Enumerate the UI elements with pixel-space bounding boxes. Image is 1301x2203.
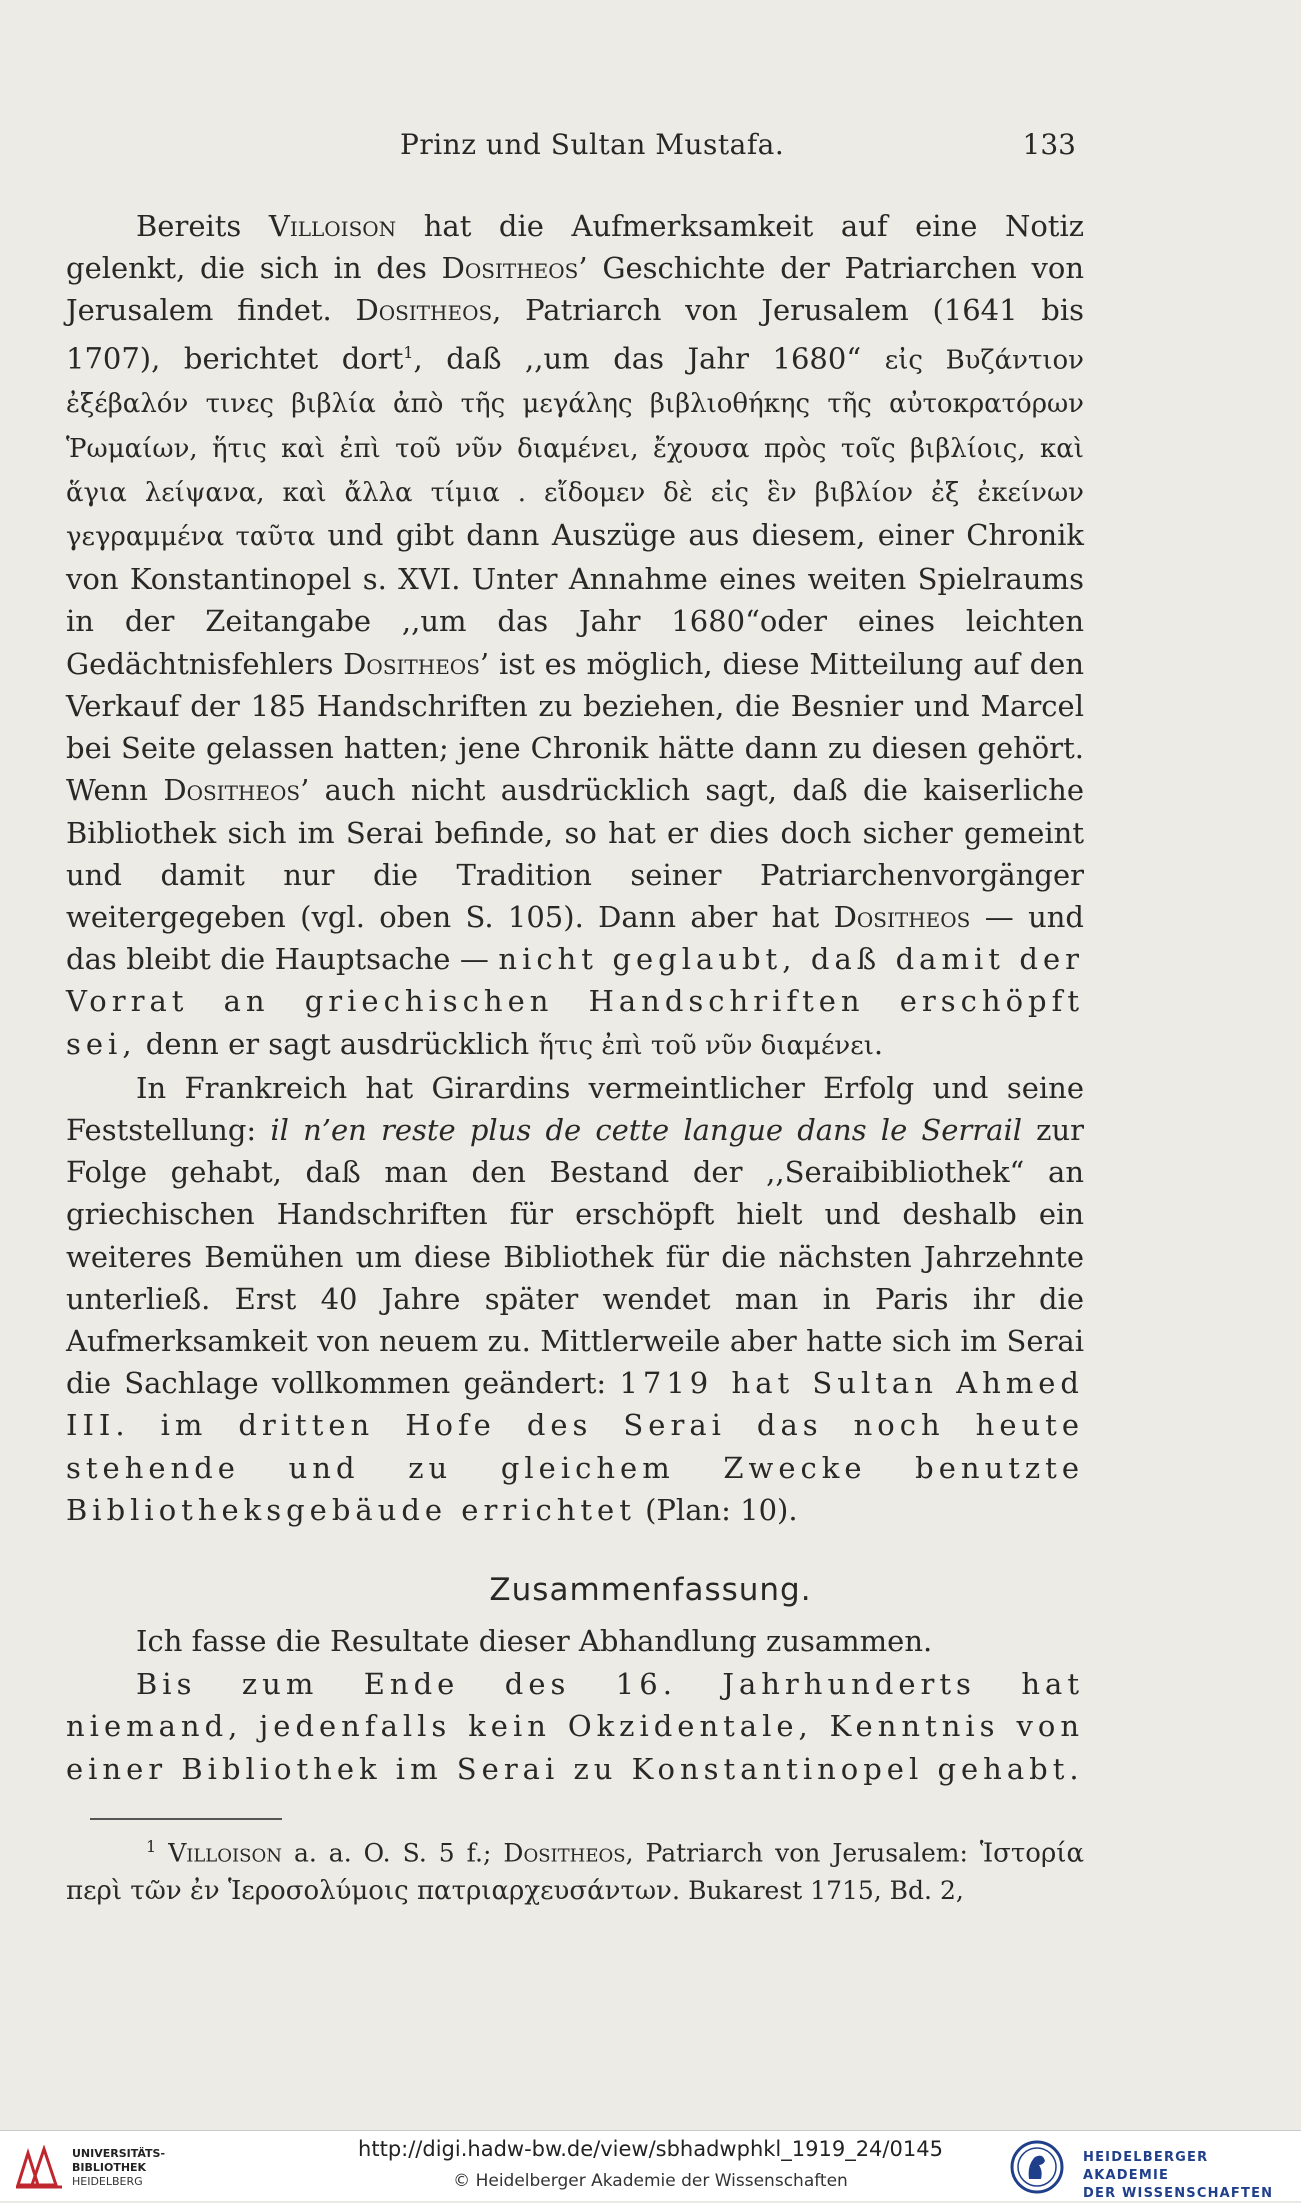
- academy-seal-icon: [1003, 2139, 1073, 2195]
- author-name: Villoison: [168, 1838, 282, 1868]
- author-name: Dositheos: [355, 293, 493, 328]
- footnote-divider: [90, 1818, 282, 1820]
- academy-logo-text: HEIDELBERGER AKADEMIE DER WISSENSCHAFTEN: [1083, 2150, 1274, 2201]
- summary-paragraph: Ich fasse die Resultate dieser Abhandlung zusammen.: [136, 1624, 933, 1658]
- section-heading: Zusammenfassung.: [489, 1572, 812, 1608]
- library-logo-text: UNIVERSITÄTS- BIBLIOTHEK HEIDELBERG: [72, 2147, 166, 2188]
- footer-bar: [0, 2130, 1301, 2201]
- running-head: [0, 128, 1301, 168]
- author-name: Dositheos: [441, 251, 579, 286]
- academy-logo[interactable]: [1003, 2139, 1293, 2201]
- emphasis-spaced: nicht geglaubt, daß damit der Vorrat an griechischen Handschriften erschöpft sei,: [66, 942, 1084, 1061]
- paragraph-villoison: Bereits Villoison hat die Aufmerksamkeit auf eine Notiz gelenkt, die sich in des Dositheos’ Geschichte der Patriarchen von Jerusalem findet. Dositheos, Patriarch von Jerusalem (1641 bis 1707), berichtet dort$^1$, daß ,,um das Jahr 1680“ εἰς Βυζάντιον ἐξέβαλόν τινες βιβλία ἀπὸ τῆς μεγάλης βιβλιοθήκης τῆς αὐτοκρατόρων Ῥωμαίων, ἥτις καὶ ἐπὶ τοῦ νῦν διαμένει, ἔχουσα πρὸς τοῖς βιβλίοις, καὶ ἅγια λείψανα, καὶ ἄλλα τίμια . εἴδομεν δὲ εἰς ἓν βιβλίον ἐξ ἐκείνων γεγραμμένα ταῦτα und gibt dann Auszüge aus diesem, einer Chronik von Konstantinopel s. XVI. Unter Annahme eines weiten Spielraums in der Zeitangabe ,,um das Jahr 1680“oder eines leichten Gedächtnisfehlers Dositheos’ ist es möglich, diese Mitteilung auf den Verkauf der 185 Handschriften zu beziehen, die Besnier und Marcel bei Seite gelassen hatten; jene Chronik hätte dann zu diesen gehört. Wenn Dositheos’ auch nicht ausdrücklich sagt, daß die kaiserliche Bibliothek sich im Serai befinde, so hat er dies doch sicher gemeint und damit nur die Tradition seiner Patriarchenvorgänger weitergegeben (vgl. oben S. 105). Dann aber hat Dositheos — und das bleibt die Hauptsache — nicht geglaubt, daß damit der Vorrat an griechischen Handschriften erschöpft sei, denn er sagt ausdrücklich ἥτις ἐπὶ τοῦ νῦν διαμένει.: [66, 209, 1085, 1061]
- page-number: 133: [1022, 128, 1076, 161]
- french-quotation: il n’en reste plus de cette langue dans le Serrail: [270, 1112, 1022, 1147]
- greek-title: Ἱστορία περὶ τῶν ἐν Ἱεροσολύμοις πατριαρχευσάντων.: [66, 1838, 1084, 1907]
- greek-quotation: εἰς Βυζάντιον ἐξέβαλόν τινες βιβλία ἀπὸ τῆς μεγάλης βιβλιοθήκης τῆς αὐτοκρατόρων Ῥωμαίων, ἥτις καὶ ἐπὶ τοῦ νῦν διαμένει, ἔχουσα πρὸς τοῖς βιβλίοις, καὶ ἅγια λείψανα, καὶ ἄλλα τίμια . εἴδομεν δὲ εἰς ἓν βιβλίον ἐξ ἐκείνων γεγραμμένα ταῦτα: [66, 345, 1084, 553]
- footnote-1: $^1$ Villoison a. a. O. S. 5 f.; Dositheos, Patriarch von Jerusalem: Ἱστορία περὶ τῶν ἐν Ἱεροσολύμοις πατριαρχευσάντων. Bukarest 1715, Bd. 2,: [66, 1837, 1084, 1907]
- permalink-url[interactable]: http://digi.hadw-bw.de/view/sbhadwphkl_1919_24/0145: [358, 2137, 943, 2161]
- author-name: Villoison: [268, 209, 397, 243]
- author-name: Dositheos: [163, 773, 301, 808]
- footnote-mark: 1: [146, 1837, 157, 1856]
- footnotes: [66, 1828, 1084, 1910]
- summary-text: [66, 1620, 1084, 1790]
- running-title: Prinz und Sultan Mustafa.: [400, 128, 785, 161]
- author-name: Dositheos: [503, 1838, 626, 1868]
- copyright-notice: © Heidelberger Akademie der Wissenschaften: [453, 2171, 848, 2191]
- author-name: Dositheos: [343, 646, 480, 681]
- paragraph-frankreich: In Frankreich hat Girardins vermeintlicher Erfolg und seine Feststellung: il n’en reste plus de cette langue dans le Serrail zur Folge gehabt, daß man den Bestand der ,,Seraibibliothek“ an griechischen Handschriften für erschöpft hielt und deshalb ein weiteres Bemühen um diese Bibliothek für die nächsten Jahrzehnte unterließ. Erst 40 Jahre später wendet man in Paris ihr die Aufmerksamkeit von neuem zu. Mittlerweile aber hatte sich im Serai die Sachlage vollkommen geändert: 1719 hat Sultan Ahmed III. im dritten Hofe des Serai das noch heute stehende und zu gleichem Zwecke benutzte Bibliotheksgebäude errichtet (Plan: 10).: [66, 1070, 1084, 1527]
- emphasis-spaced: 1719 hat Sultan Ahmed III. im dritten Hofe des Serai das noch heute stehende und zu gleichem Zwecke benutzte Bibliotheksgebäude errichtet: [66, 1366, 1084, 1527]
- footnote-reference: 1: [403, 342, 414, 362]
- greek-quotation: ἥτις ἐπὶ τοῦ νῦν διαμένει: [538, 1030, 874, 1061]
- author-name: Dositheos: [833, 899, 971, 934]
- summary-paragraph: Bis zum Ende des 16. Jahrhunderts hat niemand, jedenfalls kein Okzidentale, Kenntnis von einer Bibliothek im Serai zu Konstantinopel gehabt.: [66, 1666, 1084, 1786]
- body-text: [66, 205, 1084, 1531]
